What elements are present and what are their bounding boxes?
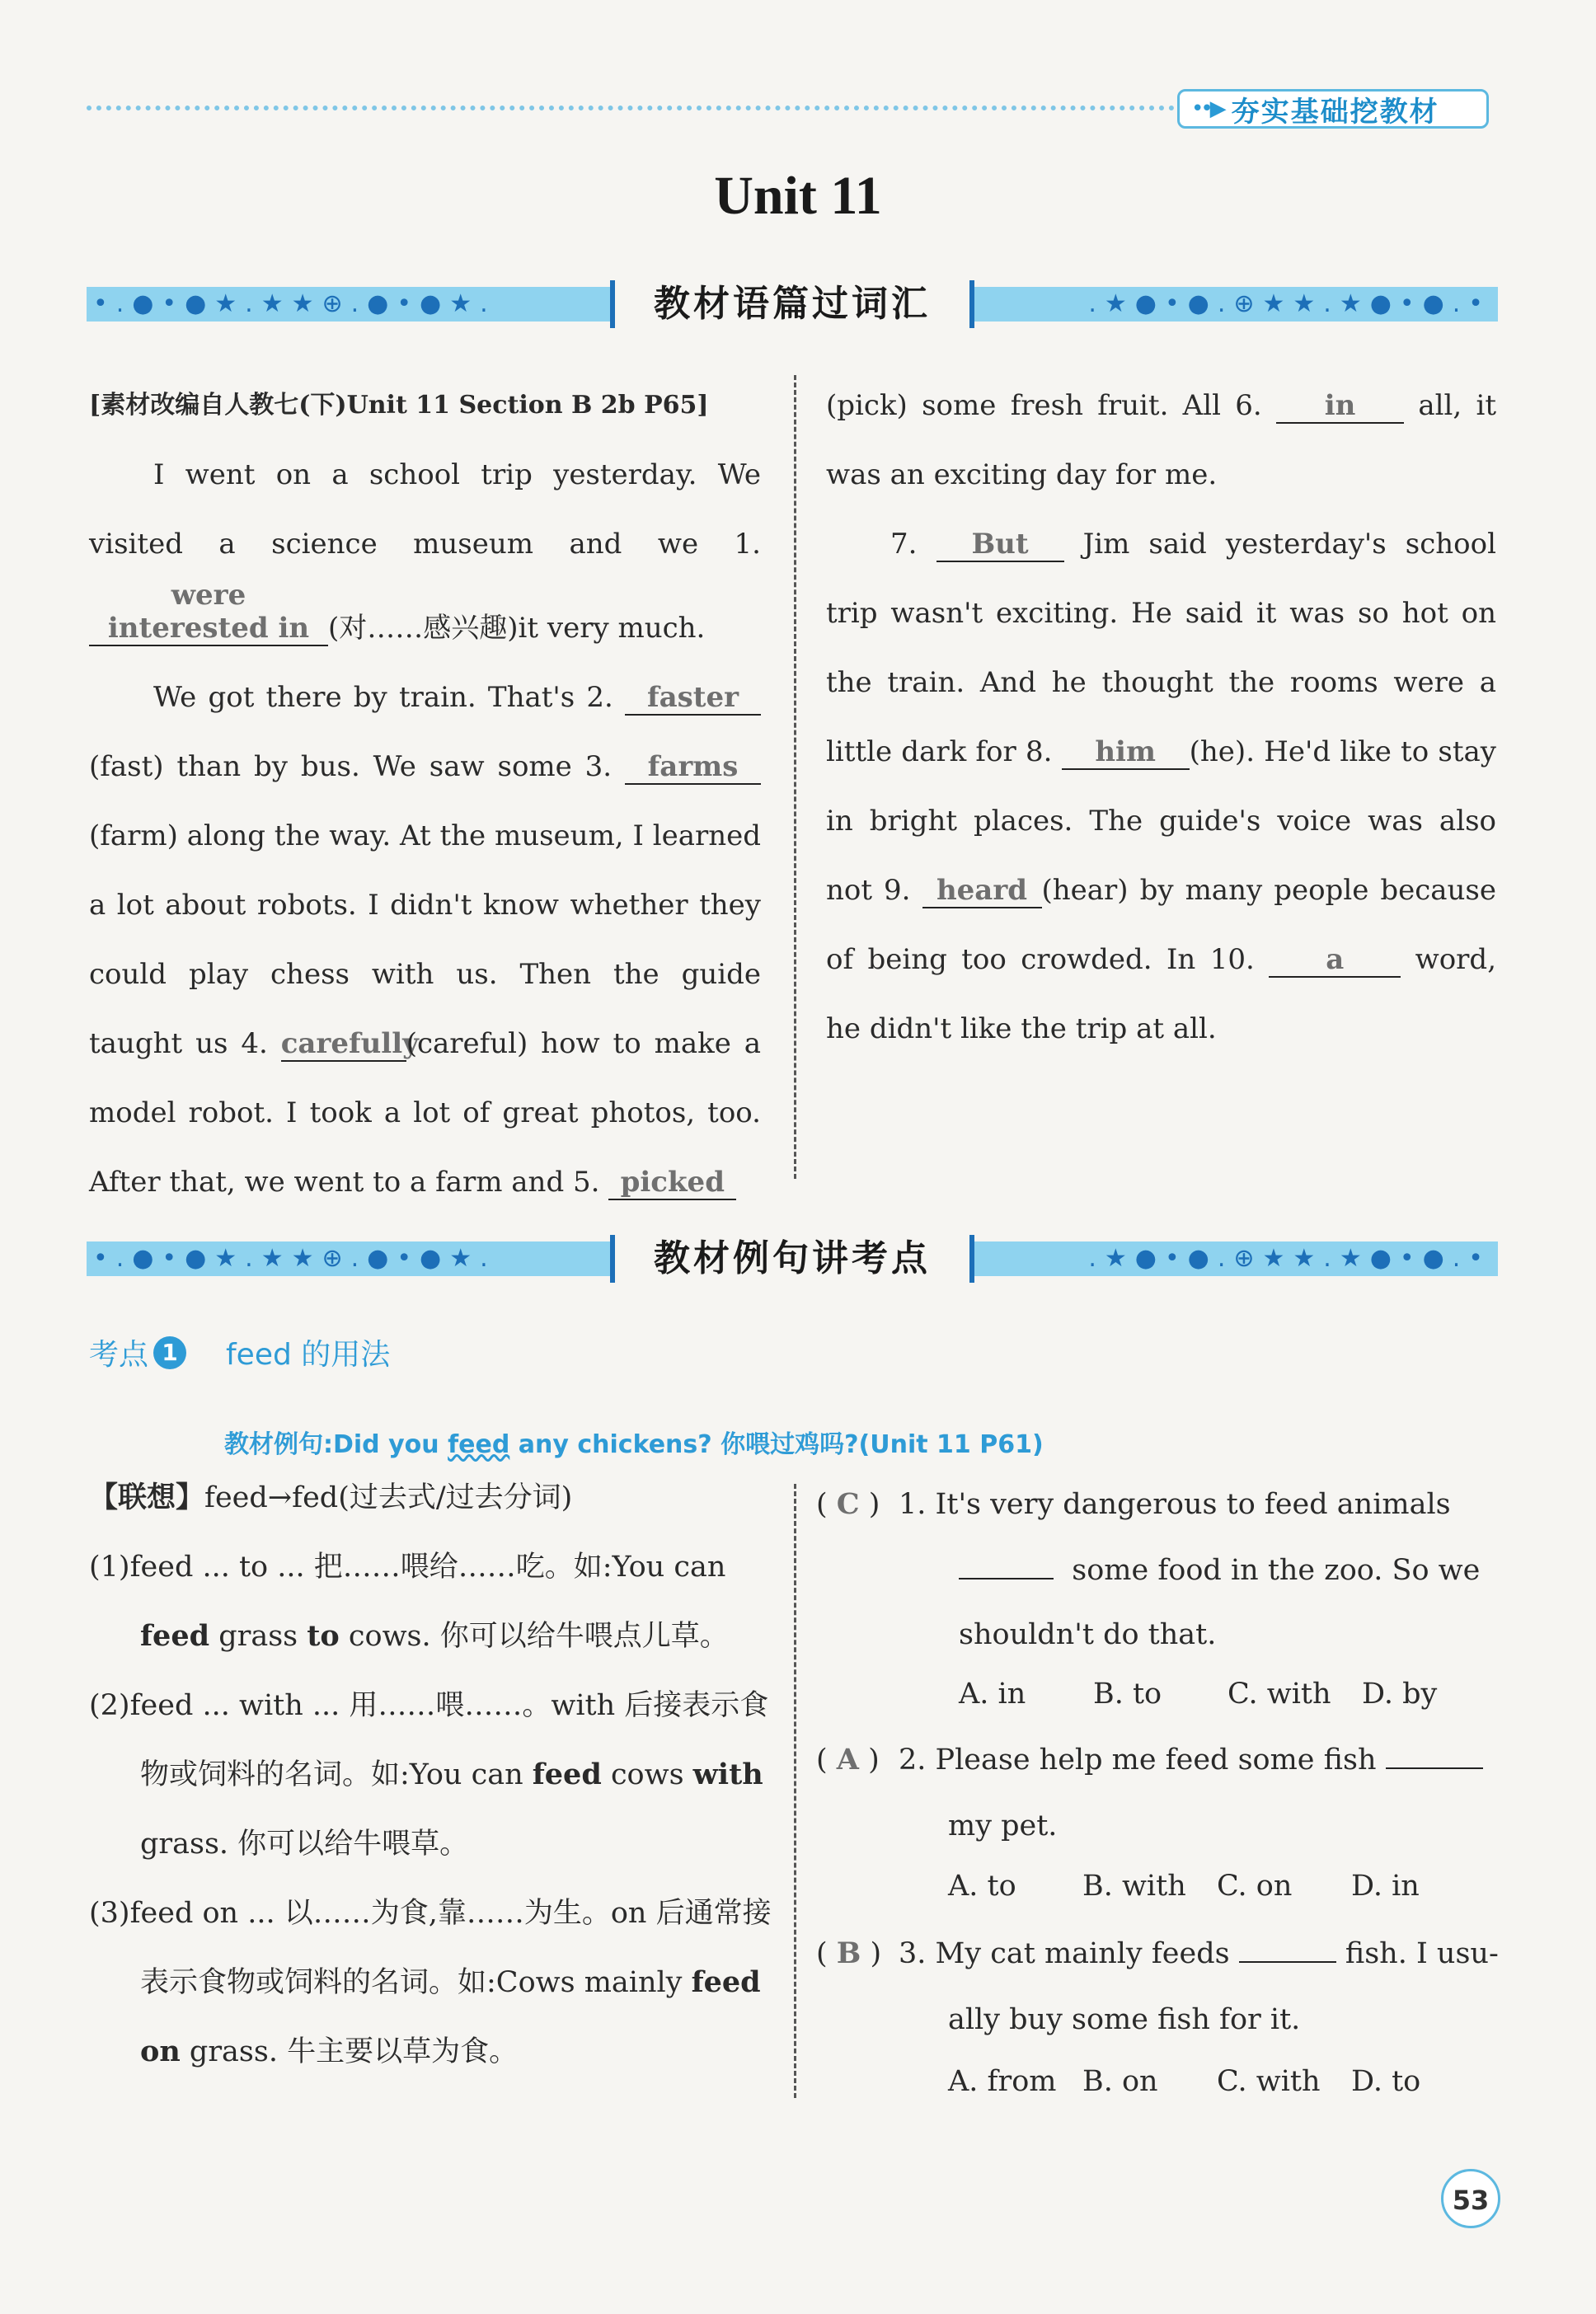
question-3: ( B ) 3. My cat mainly feeds fish. I usu- [816, 1936, 1499, 1970]
option: D. in [1351, 1870, 1420, 1903]
answer-choice: B [836, 1936, 861, 1970]
question-2-line2: my pet. [948, 1809, 1058, 1842]
answer-blank-8: him [1062, 735, 1190, 770]
section-title-points: 教材例句讲考点 [654, 1237, 931, 1279]
section-banner-vocab [87, 280, 1498, 328]
question-blank [1239, 1961, 1336, 1963]
question-1: ( C ) 1. It's very dangerous to feed animals [816, 1487, 1451, 1521]
option: B. with [1082, 1870, 1186, 1903]
option: A. in [959, 1678, 1026, 1711]
answer-choice: C [836, 1487, 860, 1521]
question-blank [1386, 1767, 1483, 1769]
question-2: ( A ) 2. Please help me feed some fish [816, 1727, 1500, 1793]
answer-blank-6: in [1276, 389, 1404, 424]
dot-star-decoration-icon: •.●•●★.★★⊕.●•●★. [93, 289, 496, 318]
usage-notes [89, 1463, 777, 2086]
answer-blank-2: faster [625, 681, 761, 716]
passage-paragraph: I went on a school trip yesterday. We visited a science museum and we 1. were interested in (对……感兴趣)it very much. [89, 458, 761, 645]
association-line: 【联想】feed→fed(过去式/过去分词) [89, 1481, 573, 1514]
usage-3: (3)feed on ... 以……为食,靠……为生。on 后通常接表示食物或饲料的名词。如:Cows mainly feed on grass. 牛主要以草为食。 [89, 1897, 772, 2068]
question-blank [959, 1578, 1054, 1579]
passage-paragraph: (pick) some fresh fruit. All 6. in all, it was an exciting day for me. [826, 389, 1497, 491]
dot-star-decoration-icon: .★●•●.⊕★★.★●•●.• [1088, 1244, 1491, 1273]
question-2-options [948, 1870, 1486, 1903]
answer-choice: A [836, 1743, 859, 1777]
usage-1: (1)feed ... to ... 把……喂给……吃。如:You can feed grass to cows. 你可以给牛喂点儿草。 [89, 1551, 729, 1653]
option: D. to [1351, 2065, 1421, 2098]
column-divider [794, 375, 796, 1179]
section-title-vocab: 教材语篇过词汇 [654, 283, 931, 325]
answer-blank-9: heard [922, 874, 1042, 908]
answer-blank-3: farms [625, 750, 761, 785]
point-title: feed 的用法 [226, 1338, 391, 1372]
answer-blank-4: carefully [280, 1027, 419, 1060]
passage-paragraph: 7. But Jim said yesterday's school trip wasn't exciting. He said it was so hot on the train. And he thought the rooms were a little dark for 8. him (he). He'd like to stay in bright places. The guide's voice was also not 9. heard (hear) by many people because of being too crowded. In 10. a word, he didn't like the trip at all. [826, 528, 1497, 1045]
passage-source: [素材改编自人教七(下)Unit 11 Section B 2b P65] [89, 391, 709, 420]
point-number-badge: 1 [153, 1336, 186, 1369]
passage-right-column [826, 371, 1496, 1063]
option: C. on [1217, 1870, 1293, 1903]
header-dotted-rule [87, 106, 1175, 110]
option: A. to [948, 1870, 1016, 1903]
textbook-example: 教材例句:Did you feed any chickens? 你喂过鸡吗?(Unit 11 P61) [224, 1430, 1044, 1459]
option: A. from [948, 2065, 1057, 2098]
answer-blank-5: picked [608, 1166, 736, 1200]
option: D. by [1362, 1678, 1438, 1711]
option: C. with [1228, 1678, 1331, 1711]
question-1-options [959, 1678, 1496, 1711]
header-badge [1177, 89, 1489, 129]
page-number: 53 [1441, 2169, 1500, 2228]
column-divider [794, 1484, 796, 2098]
option: B. on [1082, 2065, 1158, 2098]
unit-title: Unit 11 [714, 166, 882, 226]
passage-left-column [89, 371, 761, 1217]
question-3-options [948, 2065, 1486, 2098]
arrow-icon: ••▶ [1191, 96, 1223, 121]
question-1-line2: some food in the zoo. So we [959, 1537, 1499, 1603]
passage-paragraph: We got there by train. That's 2. faster(fast) than by bus. We saw some 3. farms(farm) along the way. At the museum, I learned a lot about robots. I didn't know whether they could play chess with us. Then the guide taught us 4. carefully(careful) how to make a model robot. I took a lot of great photos, too. After that, we went to a farm and 5. picked [89, 681, 761, 1199]
answer-blank-1: were interested in [89, 579, 328, 646]
dot-star-decoration-icon: •.●•●★.★★⊕.●•●★. [93, 1244, 496, 1273]
section-banner-points [87, 1235, 1498, 1283]
option: B. to [1093, 1678, 1162, 1711]
header-badge-text: 夯实基础挖教材 [1231, 95, 1439, 129]
answer-blank-7: But [936, 528, 1064, 562]
dot-star-decoration-icon: .★●•●.⊕★★.★●•●.• [1088, 289, 1491, 318]
point-label: 考点 1 [89, 1331, 186, 1373]
answer-blank-10: a [1269, 943, 1401, 978]
usage-2: (2)feed ... with ... 用……喂……。with 后接表示食物或饲料的名词。如:You can feed cows with grass. 你可以给牛喂草。 [89, 1689, 769, 1861]
question-1-line3: shouldn't do that. [959, 1618, 1217, 1651]
option: C. with [1217, 2065, 1321, 2098]
question-3-line2: ally buy some fish for it. [948, 2003, 1301, 2036]
